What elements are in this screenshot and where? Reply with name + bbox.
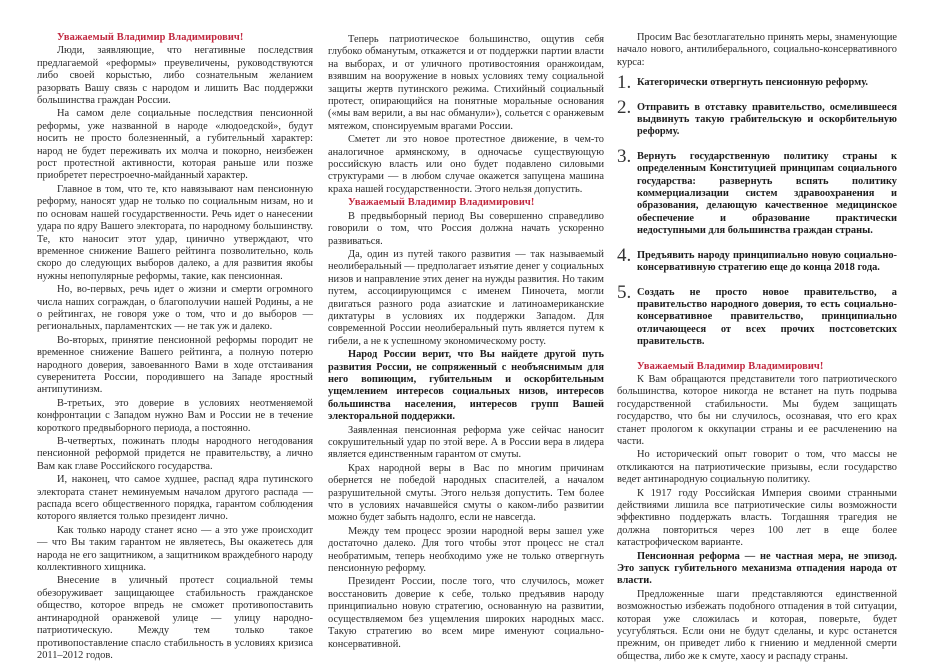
paragraph: Главное в том, что те, кто навязывают нам пенсионную реформу, наносят удар не только по социальным низам, но и по основам нашей государственности. Речь идет о нанесении удара по ядру Вашего электората, по народному большинству. Те, кто наносит этот удар, цинично утверждают, что временное снижение Вашего рейтинга позволительно, коль скоро до следующих выборов далеко, а для развития якобы нужны непопулярные реформы, такие, как пенсионная.	[37, 183, 313, 282]
bold-paragraph: Народ России верит, что Вы найдете другой путь развития России, не сопряженный с необъяснимым для него вопиющим, губительным и оскорбительным ущемлением интересов социальных низов, интересов большинства населения, интересов групп Вашей электоральной поддержки.	[328, 349, 604, 423]
demand-item	[617, 281, 897, 349]
paragraph: На самом деле социальные последствия пенсионной реформы, уже названной в народе «людоедской», будут носить не просто болезненный, а губительный характер: народ не будет переживать их молча и покорно, неизбежен рост протестной активности, которая раньше или позже приобретет перестроечно-майданный характер.	[37, 108, 313, 182]
demand-number: 3.	[617, 145, 632, 167]
bold-paragraph: Пенсионная реформа — не частная мера, не эпизод. Это запуск губительного механизма отпадения народа от власти.	[617, 550, 897, 587]
paragraph: Заявленная пенсионная реформа уже сейчас наносит сокрушительный удар по этой вере. А в России вера в лидера является единственным гарантом от смуты.	[328, 424, 604, 461]
demand-number: 4.	[617, 244, 632, 266]
demand-number: 1.	[617, 72, 632, 94]
demand-text: Создать не просто новое правительство, а правительство народного доверия, то есть социально-консервативное правительство, принципиально отличающееся от всех прочих постсоветских правительств.	[637, 286, 897, 348]
demands-list	[617, 72, 897, 348]
paragraph: Да, один из путей такого развития — так называемый неолиберальный — предполагает изъятие денег у социальных низов и направление этих денег на нужды развития. Но таким путем, ассоциирующимся с именем Пиночета, могли двигаться разного рода азиатские и латиноамериканские диктатуры в условиях их поддержки Западом. Для современной России неолиберальный путь является путем к гибели, а не к успешному экономическому росту.	[328, 248, 604, 347]
paragraph: Люди, заявляющие, что негативные последствия предлагаемой «реформы» преувеличены, руководствуются либо своей корыстью, либо сознательным желанием разорвать Вашу связь с народом и лишить Вас поддержки большинства граждан России.	[37, 45, 313, 107]
paragraph: В-третьих, это доверие в условиях неотменяемой конфронтации с Западом нужно Вам и России не в течение короткого предвыборного периода, а постоянно.	[37, 397, 313, 434]
middle-column	[328, 34, 604, 652]
paragraph: И, наконец, что самое худшее, распад ядра путинского электората станет неминуемым началом другого распада — распада всего общественного порядка, гарантом соблюдения которого является только президент лично.	[37, 474, 313, 523]
demands-intro: Просим Вас безотлагательно принять меры, знаменующие начало нового, антилиберального, социально-консервативного курса:	[617, 32, 897, 68]
paragraph: Между тем процесс эрозии народной веры зашел уже достаточно далеко. Для того чтобы этот процесс не стал необратимым, теперь необходимо уже не только отвергнуть пенсионную реформу.	[328, 525, 604, 575]
demand-text: Вернуть государственную политику страны к определенным Конституцией принципам социального государства: развернуть вспять политику коммерциализации систем здравоохранения и образования, делающую качественное медицинское обеспечение и образование практически недоступными для большинства граждан страны.	[637, 150, 897, 237]
paragraph: Во-вторых, принятие пенсионной реформы породит не временное снижение Вашего рейтинга, а полную потерю народного доверия, завоеванного Вами в ходе отстаивания суверенитета России, породившего на Западе яростный антипутинизм.	[37, 334, 313, 396]
salutation-heading: Уважаемый Владимир Владимирович!	[348, 197, 535, 209]
demand-text: Предъявить народу принципиально новую социально-консервативную стратегию еще до конца 2018 года.	[637, 249, 897, 274]
paragraph: Президент России, после того, что случилось, может восстановить доверие к себе, только предъявив народу принципиально новую стратегию, основанную на развитии, осуществляемом без ущемления широких народных масс. Такую стратегию во всем мире именуют социально-консервативной.	[328, 576, 604, 650]
paragraph: Крах народной веры в Вас по многим причинам обернется не победой народных спасителей, а началом разрушительной смуты. Этого нельзя допустить. Тем более что в условиях начавшейся смуты о каком-либо развитии можно будет забыть надолго, если не навсегда.	[328, 462, 604, 524]
paragraph: Как только народу станет ясно — а это уже происходит — что Вы таким гарантом не являетесь, Вы окажетесь для народа не его защитником, а защитником враждебного народу коллективного хищника.	[37, 524, 313, 574]
paragraph: Но, во-первых, речь идет о жизни и смерти огромного числа наших сограждан, о благополучии нашей Родины, а не о рейтингах, не говоря уже о том, что и до выборов — региональных, парламентских — не так уж и далеко.	[37, 284, 313, 333]
demand-text: Категорически отвергнуть пенсионную реформу.	[637, 77, 868, 89]
paragraph: К Вам обращаются представители того патриотического большинства, которое никогда не встанет на путь подрыва государственной стабильности. Мы будем защищать государство, что бы ни случилось, осознавая, что его крах станет прологом к оккупации страны и ее расчленению на части.	[617, 373, 897, 447]
paragraph: В-четвертых, пожинать плоды народного негодования пенсионной реформой придется не правительству, а лично Вам как главе Российского государства.	[37, 436, 313, 472]
paragraph: Теперь патриотическое большинство, ощутив себя глубоко обманутым, откажется и от поддержки партии власти на выборах, и от уличного противостояния оранжоидам, взявшим на вооружение в новых условиях тему социальной защиты жертв путинского режима. Стихийный социальный протест, опирающийся на понятные моральные основания («мы вам верили, а вы нас обманули»), сольется с оранжевым мятежом, спонсируемым врагами России.	[328, 34, 604, 132]
salutation-heading: Уважаемый Владимир Владимирович!	[57, 32, 244, 43]
demand-item	[617, 145, 897, 238]
paragraph: Но исторический опыт говорит о том, что массы не откликаются на патриотические призывы, если государство ведет антинародную социальную политику.	[617, 449, 897, 486]
salutation-heading: Уважаемый Владимир Владимирович!	[637, 360, 824, 372]
paragraph: В предвыборный период Вы совершенно справедливо говорили о том, что Россия должна начать ускоренно развиваться.	[328, 210, 604, 247]
demand-number: 5.	[617, 281, 632, 303]
demand-text: Отправить в отставку правительство, осмелившееся выдвинуть такую грабительскую и оскорбительную реформу.	[637, 101, 897, 138]
left-column	[37, 32, 313, 663]
right-column	[617, 32, 897, 664]
paragraph: Сметет ли это новое протестное движение, в чем-то аналогичное армянскому, в одночасье существующую российскую власть или оно будет подавлено силовыми структурами — в любом случае окажется запущена машина краха нашей государственности. Этого нельзя допустить.	[328, 134, 604, 195]
demand-item	[617, 244, 897, 275]
closing-paragraph: Предложенные шаги представляются единственной возможностью избежать подобного отпадения в той ситуации, которая уже сложилась и которая, поверьте, будет усугубляться. Если они не будут сделаны, и курс останется прежним, он приведет либо к гниению и медленной смерти общества, либо же к смуте, хаосу и распаду страны.	[617, 588, 897, 662]
demand-number: 2.	[617, 96, 632, 118]
paragraph: К 1917 году Российская Империя своими странными действиями лишила все патриотические силы возможности эффективно поддержать власть. Тогдашняя трагедия не должна повториться через 100 лет в еще более катастрофическом варианте.	[617, 487, 897, 549]
paragraph: Внесение в уличный протест социальной темы обезоруживает защищающее стабильность гражданское общество, которое впредь не сможет противопоставить антинародной оранжевой улице — улицу народно-патриотическую. Между тем только такое противопоставление спасло стабильность в условиях кризиса 2011–2012 годов.	[37, 575, 313, 661]
demand-item	[617, 72, 897, 94]
demand-item	[617, 96, 897, 139]
